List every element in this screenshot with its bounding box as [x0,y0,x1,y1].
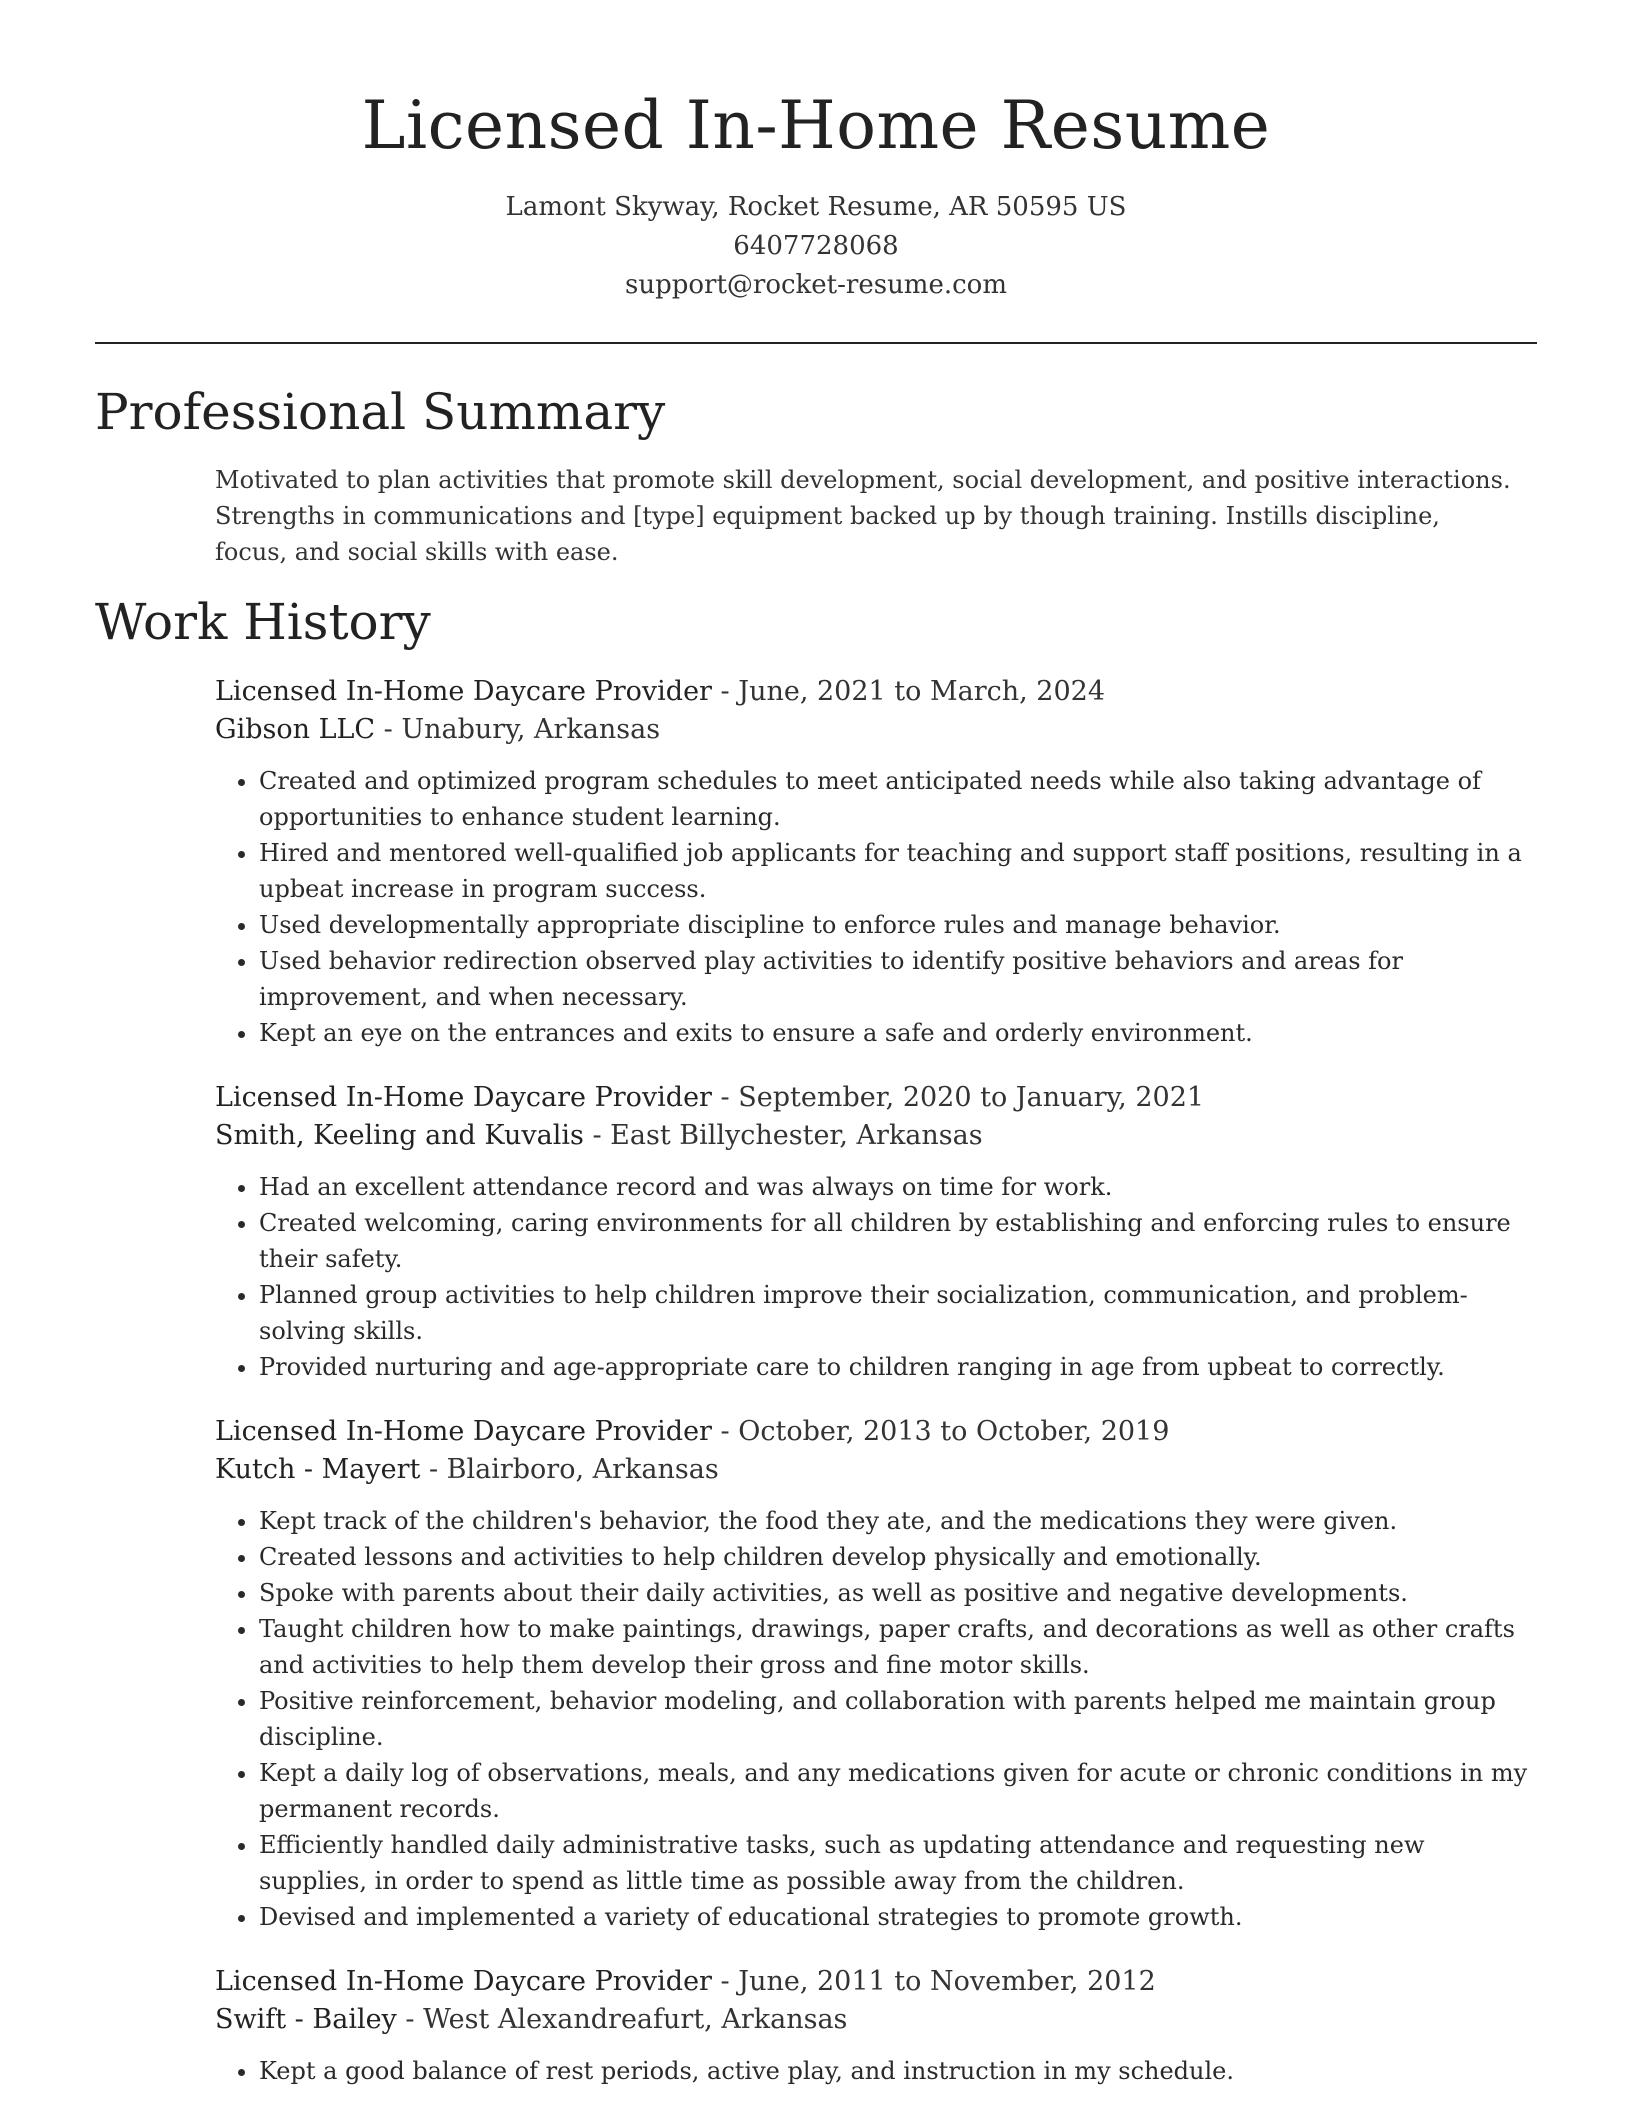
job-location: - East Billychester, Arkansas [583,1120,983,1151]
job-bullet: • Planned group activities to help children improve their socialization, communication, and problem-solving skills. [259,1277,1537,1349]
job-bullet: • Hired and mentored well-qualified job applicants for teaching and support staff positions, resulting in a upbeat increase in program success. [259,835,1537,907]
job-company: Kutch - Mayert [215,1454,421,1485]
job-bullet: • Kept a good balance of rest periods, active play, and instruction in my schedule. [259,2053,1537,2089]
job-company: Smith, Keeling and Kuvalis [215,1120,584,1151]
job-location: - Unabury, Arkansas [375,714,661,745]
job-title: Licensed In-Home Daycare Provider [215,1082,712,1113]
job-dates: - June, 2011 to November, 2012 [711,1966,1156,1997]
job-location: - Blairboro, Arkansas [420,1454,719,1485]
contact-block [0,188,1632,305]
job-dates: - October, 2013 to October, 2019 [711,1416,1170,1447]
job-title: Licensed In-Home Daycare Provider [215,1966,712,1997]
job-bullet: • Kept track of the children's behavior, the food they ate, and the medications they were given. [259,1503,1537,1539]
job-bullet: • Created welcoming, caring environments for all children by establishing and enforcing rules to ensure their safety. [259,1205,1537,1277]
job-bullet: • Created and optimized program schedules to meet anticipated needs while also taking advantage of opportunities to enhance student learning. [259,763,1537,835]
job-dates: - September, 2020 to January, 2021 [711,1082,1205,1113]
job-bullet: • Created lessons and activities to help children develop physically and emotionally. [259,1539,1537,1575]
contact-phone: 6407728068 [733,231,899,261]
contact-address: Lamont Skyway, Rocket Resume, AR 50595 US [505,192,1127,222]
job-entry [215,1413,1537,1935]
job-company: Swift - Bailey [215,2004,397,2035]
job-bullet: • Positive reinforcement, behavior modeling, and collaboration with parents helped me maintain group discipline. [259,1683,1537,1755]
job-company: Gibson LLC [215,714,376,745]
job-bullet: • Spoke with parents about their daily activities, as well as positive and negative developments. [259,1575,1537,1611]
job-bullets [215,763,1537,1051]
job-bullet: • Efficiently handled daily administrative tasks, such as updating attendance and requesting new supplies, in order to spend as little time as possible away from the children. [259,1827,1537,1899]
job-bullet: • Kept an eye on the entrances and exits to ensure a safe and orderly environment. [259,1015,1537,1051]
work-history-heading: Work History [95,593,431,651]
resume-name: Licensed In-Home Resume [361,87,1271,164]
summary-heading: Professional Summary [95,383,666,441]
job-title: Licensed In-Home Daycare Provider [215,1416,712,1447]
contact-email: support@rocket-resume.com [624,270,1007,300]
summary-text: Motivated to plan activities that promote skill development, social development, and positive interactions. Strengths in communications and [type] equipment backed up by though training. Instills discipline, focus, and social skills with ease. [215,466,1511,566]
job-bullets [215,1503,1537,1935]
job-bullets [215,2053,1537,2089]
resume-header [0,0,1632,305]
work-history-list [215,673,1537,2117]
job-bullet: • Used behavior redirection observed play activities to identify positive behaviors and areas for improvement, and when necessary. [259,943,1537,1015]
job-bullet: • Devised and implemented a variety of educational strategies to promote growth. [259,1899,1537,1935]
header-divider [95,342,1537,344]
job-entry [215,1963,1537,2089]
job-bullets [215,1169,1537,1385]
job-dates: - June, 2021 to March, 2024 [711,676,1106,707]
job-bullet: • Used developmentally appropriate discipline to enforce rules and manage behavior. [259,907,1537,943]
job-bullet: • Kept a daily log of observations, meals, and any medications given for acute or chronic conditions in my permanent records. [259,1755,1537,1827]
job-location: - West Alexandreafurt, Arkansas [396,2004,848,2035]
job-title: Licensed In-Home Daycare Provider [215,676,712,707]
job-bullet: • Provided nurturing and age-appropriate care to children ranging in age from upbeat to correctly. [259,1349,1537,1385]
job-entry [215,1079,1537,1385]
job-entry [215,673,1537,1051]
job-bullet: • Had an excellent attendance record and was always on time for work. [259,1169,1537,1205]
job-bullet: • Taught children how to make paintings, drawings, paper crafts, and decorations as well as other crafts and activities to help them develop their gross and fine motor skills. [259,1611,1537,1683]
